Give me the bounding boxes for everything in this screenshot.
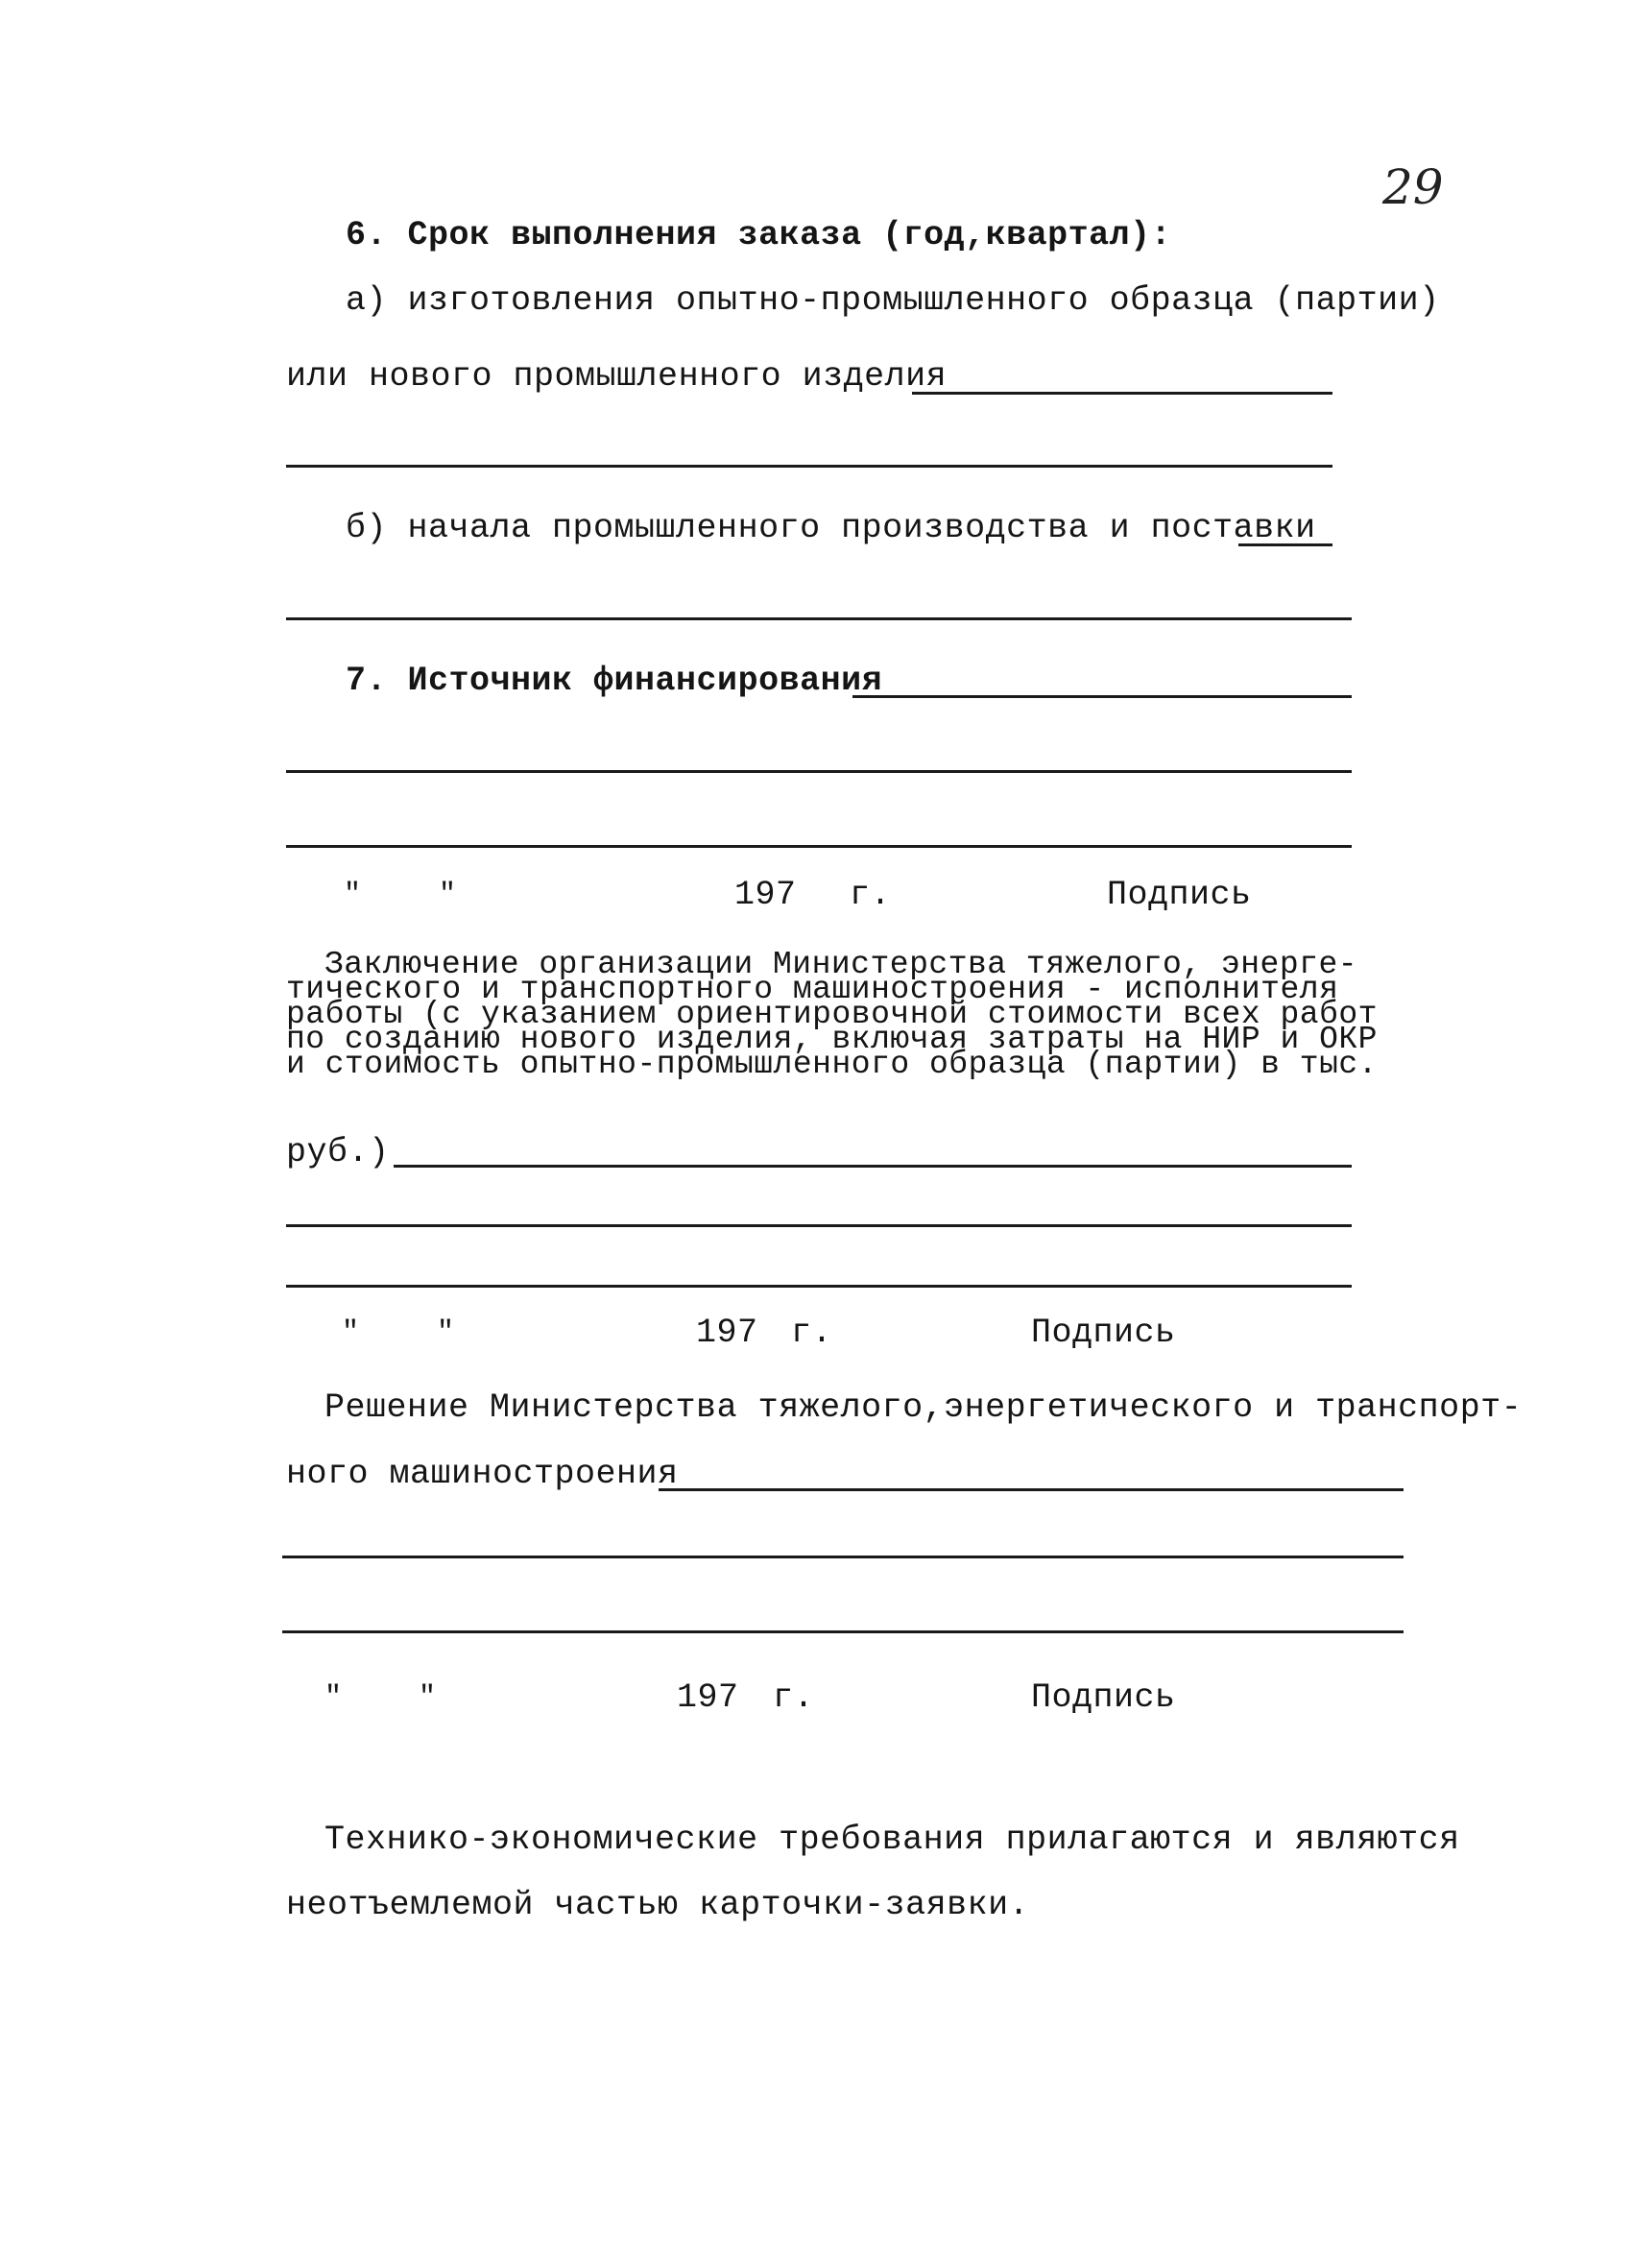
section-6-title: 6. Срок выполнения заказа (год,квартал): xyxy=(346,216,1172,254)
fill-line-decision-3 xyxy=(282,1630,1404,1633)
footer-line1: Технико-экономические требования прилагаются и являются xyxy=(324,1821,1460,1859)
fill-line-decision-inline xyxy=(659,1488,1404,1491)
sig1-g: г. xyxy=(850,876,892,914)
sig2-year: 197 xyxy=(696,1314,758,1352)
sig1-quote-open: " xyxy=(344,879,362,911)
page-number: 29 xyxy=(1382,159,1444,215)
sig1-quote-close: " xyxy=(439,879,457,911)
decision-line1: Решение Министерства тяжелого,энергетического и транспорт- xyxy=(324,1388,1523,1427)
conclusion-line4: по созданию нового изделия, включая затраты на НИР и ОКР xyxy=(286,1022,1378,1057)
sig1-label: Подпись xyxy=(1107,876,1252,914)
fill-line-7-3 xyxy=(286,845,1352,848)
fill-line-conclusion-inline xyxy=(394,1165,1352,1168)
sig2-g: г. xyxy=(791,1314,833,1352)
fill-line-7-inline xyxy=(852,695,1352,698)
sig2-label: Подпись xyxy=(1031,1314,1176,1352)
sig2-quote-close: " xyxy=(437,1316,455,1349)
fill-line-6a-inline xyxy=(912,392,1332,395)
footer-line2: неотъемлемой частью карточки-заявки. xyxy=(286,1886,1030,1924)
fill-line-6a-2 xyxy=(286,465,1332,468)
section-6b-line: б) начала промышленного производства и поставки xyxy=(346,509,1316,547)
conclusion-line5: и стоимость опытно-промышленного образца (партии) в тыс. xyxy=(286,1047,1378,1082)
sig3-quote-close: " xyxy=(419,1681,437,1714)
section-7-title: 7. Источник финансирования xyxy=(346,662,883,700)
sig3-g: г. xyxy=(773,1678,815,1717)
sig3-year: 197 xyxy=(677,1678,739,1717)
fill-line-7-2 xyxy=(286,770,1352,773)
fill-line-decision-2 xyxy=(282,1556,1404,1558)
conclusion-line1: Заключение организации Министерства тяжелого, энерге- xyxy=(324,947,1358,982)
fill-line-conclusion-3 xyxy=(286,1285,1352,1288)
fill-line-6b-2 xyxy=(286,617,1352,620)
sig3-label: Подпись xyxy=(1031,1678,1176,1717)
conclusion-line6: руб.) xyxy=(286,1133,390,1171)
section-6a-line2: или нового промышленного изделия xyxy=(286,357,948,396)
decision-line2: ного машиностроения xyxy=(286,1455,679,1493)
sig1-year: 197 xyxy=(734,876,797,914)
sig3-quote-open: " xyxy=(324,1681,343,1714)
sig2-quote-open: " xyxy=(342,1316,360,1349)
fill-line-6b-inline xyxy=(1238,543,1332,546)
section-6a-line1: а) изготовления опытно-промышленного образца (партии) xyxy=(346,281,1440,320)
conclusion-line2: тического и транспортного машиностроения - исполнителя xyxy=(286,972,1339,1007)
conclusion-line3: работы (с указанием ориентировочной стоимости всех работ xyxy=(286,997,1378,1032)
fill-line-conclusion-2 xyxy=(286,1224,1352,1227)
